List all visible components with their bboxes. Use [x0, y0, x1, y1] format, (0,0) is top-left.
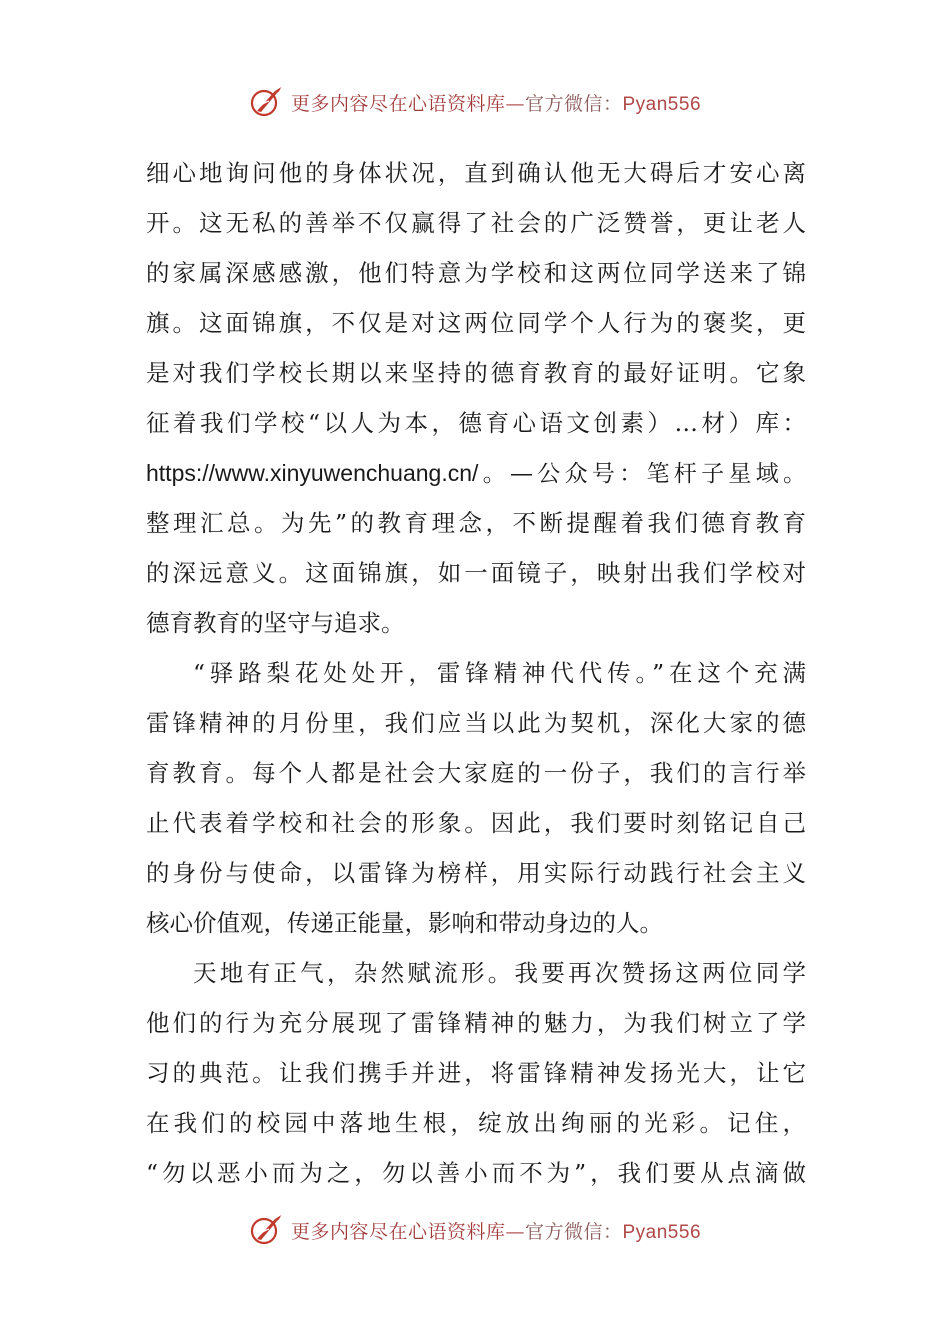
footer-banner-title: 更多内容尽在心语资料库: [290, 1220, 506, 1243]
body-line-15: 的身份与使命，以雷锋为榜样，用实际行动践行社会主义: [146, 859, 806, 887]
body-line-3: 的家属深感感激，他们特意为学校和这两位同学送来了锦: [146, 259, 806, 287]
body-line-8: 整理汇总。为先”的教育理念，不断提醒着我们德育教育: [146, 509, 806, 537]
body-line-19: 习的典范。让我们携手并进，将雷锋精神发扬光大，让它: [146, 1059, 806, 1087]
header-banner-wechat-label: 官方微信：: [524, 92, 623, 115]
url-line-suffix: 。—公众号：笔杆子星域。: [478, 461, 806, 487]
body-line-11: “驿路梨花处处开，雷锋精神代代传。”在这个充满: [193, 659, 806, 687]
body-line-10: 德育教育的坚守与追求。: [146, 609, 405, 637]
body-line-2: 开。这无私的善举不仅赢得了社会的广泛赞誉，更让老人: [146, 209, 806, 237]
body-line-18: 他们的行为充分展现了雷锋精神的魅力，为我们树立了学: [146, 1009, 806, 1037]
body-line-20: 在我们的校园中落地生根，绽放出绚丽的光彩。记住，: [146, 1109, 806, 1137]
footer-banner-text: [291, 1217, 701, 1244]
body-line-16: 核心价值观，传递正能量，影响和带动身边的人。: [146, 909, 663, 937]
header-banner-handle: Pyan556: [622, 93, 702, 115]
footer-banner-dash: —: [505, 1220, 525, 1243]
body-line-1: 细心地询问他的身体状况，直到确认他无大碍后才安心离: [146, 159, 806, 187]
website-link[interactable]: https://www.xinyuwenchuang.cn/: [146, 460, 479, 486]
header-banner-inner: [249, 85, 701, 119]
document-body: [146, 148, 806, 1198]
body-line-6: 征着我们学校“以人为本，德育心语文创素）…材）库：: [146, 409, 806, 437]
footer-banner: [0, 1210, 950, 1250]
body-line-21: “勿以恶小而为之，勿以善小而不为”，我们要从点滴做: [146, 1159, 806, 1187]
quill-logo-icon: [249, 1213, 283, 1247]
footer-banner-handle: Pyan556: [622, 1221, 702, 1243]
header-banner-title: 更多内容尽在心语资料库: [290, 92, 506, 115]
header-banner-text: [291, 89, 701, 116]
quill-logo-icon: [249, 85, 283, 119]
body-line-9: 的深远意义。这面锦旗，如一面镜子，映射出我们学校对: [146, 559, 806, 587]
body-line-13: 育教育。每个人都是社会大家庭的一份子，我们的言行举: [146, 759, 806, 787]
header-banner-dash: —: [505, 92, 525, 115]
body-line-12: 雷锋精神的月份里，我们应当以此为契机，深化大家的德: [146, 709, 806, 737]
body-line-url: [146, 448, 806, 498]
body-line-17: 天地有正气，杂然赋流形。我要再次赞扬这两位同学: [193, 959, 806, 987]
footer-banner-wechat-label: 官方微信：: [524, 1220, 623, 1243]
body-line-14: 止代表着学校和社会的形象。因此，我们要时刻铭记自己: [146, 809, 806, 837]
body-line-4: 旗。这面锦旗，不仅是对这两位同学个人行为的褒奖，更: [146, 309, 806, 337]
body-line-5: 是对我们学校长期以来坚持的德育教育的最好证明。它象: [146, 359, 806, 387]
header-banner: [0, 82, 950, 122]
footer-banner-inner: [249, 1213, 701, 1247]
